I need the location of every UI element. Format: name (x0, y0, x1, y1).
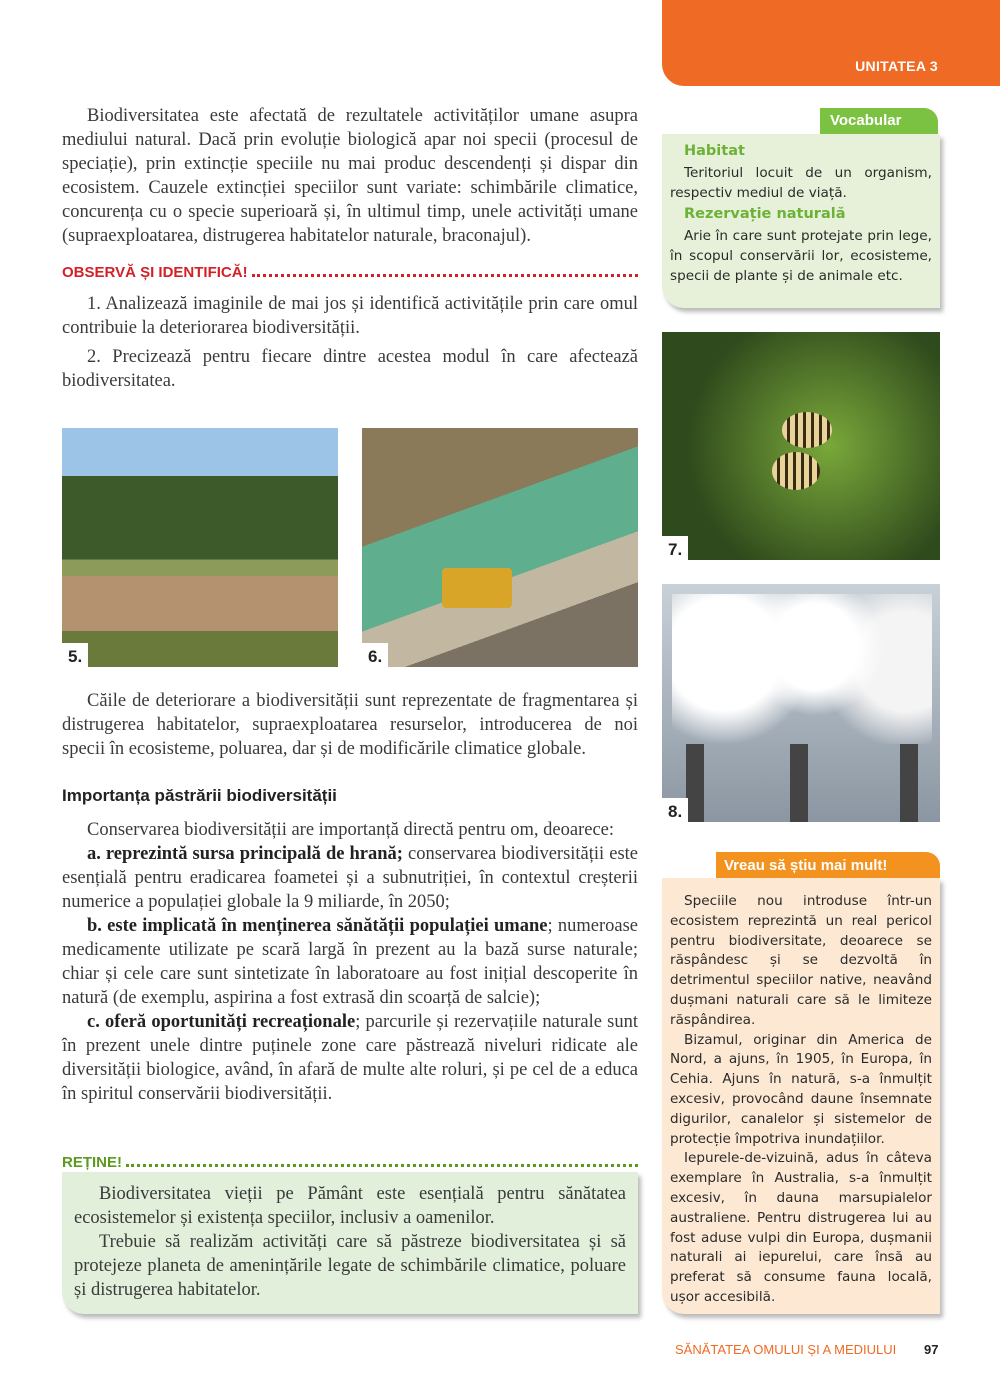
unit-label: UNITATEA 3 (855, 58, 938, 74)
intro-paragraph: Biodiversitatea este afectată de rezultatele activităților umane asupra mediului natural. Dacă prin evoluție biologică apar noi specii (procesul de speciație), prin extincție speciile nu mai produc descendenți și dispar din ecosistem. Cauzele extincției speciilor sunt variate: schimbările climatice, concurența cu o specie superioară și, în ultimul timp, unele activități umane (supraexploatarea, distrugerea habitatelor naturale, braconajul). (62, 106, 638, 246)
vocabulary-title: Vocabular (820, 108, 938, 134)
unit-tab (662, 0, 1000, 86)
dotted-rule (126, 1164, 638, 1167)
photo-colorado-beetles (662, 332, 940, 560)
vocab-definition: Teritoriul locuit de un organism, respectiv mediul de viață. (670, 164, 932, 201)
observa-item: 1. Analizează imaginile de mai jos și identifică activitățile prin care omul contribuie la deteriorarea biodiversității. (62, 294, 638, 338)
point-a-text: conservarea biodiversității este esențială pentru eradicarea foametei și a subnutriției, în contextul creșterii numerice a populației globale la 9 miliarde, în 2050; (62, 844, 638, 912)
figure-number: 8. (662, 798, 688, 822)
point-c-text: ; parcurile și rezervațiile naturale sunt în prezent unele dintre puținele zone care păstrează niveluri ridicate ale diversității biologice, având, în afară de multe alte roluri, și pe cel de a educa în spiritul conservării biodiversității. (62, 1012, 638, 1104)
footer-section: SĂNĂTATEA OMULUI ȘI A MEDIULUI (675, 1342, 897, 1357)
vocab-definition: Arie în care sunt protejate prin lege, în scopul conservării lor, ecosisteme, specii de plante și de animale etc. (670, 228, 932, 284)
chimney (790, 744, 808, 822)
retine-paragraph: Biodiversitatea vieții pe Pământ este esențială pentru sănătatea ecosistemelor și existența speciilor, inclusiv a oamenilor. (74, 1184, 626, 1228)
section-heading: Importanța păstrării biodiversității (62, 786, 337, 805)
retine-title: REȚINE! (62, 1154, 122, 1171)
point-b-bold: b. este implicată în menținerea sănătății populației umane (87, 916, 548, 936)
more-paragraph: Bizamul, originar din America de Nord, a ajuns, în 1905, în Europa, în Cehia. Ajuns în natură, s-a înmulțit excesiv, provocând daune însemnate digurilor, canalelor și sistemelor de protecție împotriva inundațiilor. (670, 1031, 932, 1147)
beetle-shape (772, 452, 820, 490)
photo-mining (362, 428, 638, 667)
photo-deforestation (62, 428, 338, 667)
observa-title: OBSERVĂ ȘI IDENTIFICĂ! (62, 264, 248, 281)
point-a-bold: a. reprezintă sursa principală de hrană; (87, 844, 403, 864)
intro-text (62, 104, 638, 248)
dotted-rule (252, 274, 638, 277)
point-c-bold: c. oferă oportunități recreaționale (87, 1012, 356, 1032)
figure-number: 7. (662, 536, 688, 560)
chimney (900, 744, 918, 822)
figure-number: 5. (62, 643, 88, 667)
vocabulary-box (662, 134, 940, 308)
cai-text (62, 689, 638, 761)
figure-number: 6. (362, 643, 388, 667)
more-info-box (662, 878, 940, 1314)
observa-items (62, 292, 638, 393)
smoke-shape (672, 594, 932, 744)
more-paragraph: Iepurele-de-vizuină, adus în câteva exemplare în Australia, s-a înmulțit excesiv, în dauna marsupialelor australiene. Pentru distrugerea lui au fost aduse vulpi din Europa, dușmanii naturali ai iepurelui, care însă au preferat să consume fauna locală, ușor accesibilă. (670, 1150, 932, 1305)
observa-item: 2. Precizează pentru fiecare dintre acestea modul în care afectează biodiversitatea. (62, 347, 638, 391)
page-number: 97 (924, 1342, 939, 1357)
retine-paragraph: Trebuie să realizăm activități care să păstreze biodiversitatea și să protejeze planeta de amenințările legate de schimbările climatice, poluare și distrugerea habitatelor. (74, 1232, 626, 1300)
beetle-shape (782, 412, 832, 448)
importanta-text (62, 818, 638, 1106)
truck-shape (442, 568, 512, 608)
point-b-text: ; numeroase medicamente utilizate pe scară largă în prezent au la bază surse naturale; chiar și cele care sunt sintetizate în laboratoare au fost inițial descoperite în natură (de exemplu, aspirina a fost extrasă din scoarță de salcie); (62, 916, 638, 1008)
chimney (686, 744, 704, 822)
more-info-title: Vreau să știu mai mult! (716, 852, 940, 879)
retine-box (62, 1172, 638, 1314)
observa-heading (62, 264, 638, 281)
vocab-term: Habitat (684, 143, 745, 159)
importanta-lead: Conservarea biodiversității are importanță directă pentru om, deoarece: (87, 820, 615, 840)
photo-smokestacks (662, 584, 940, 822)
retine-heading (62, 1154, 638, 1171)
more-paragraph: Speciile nou introduse într-un ecosistem reprezintă un real pericol pentru biodiversitate, deoarece se răspândesc și se dezvoltă în detrimentul speciilor native, neavând dușmani naturali care să le limiteze răspândirea. (670, 893, 932, 1028)
vocab-term: Rezervație naturală (684, 206, 846, 223)
cai-paragraph: Căile de deteriorare a biodiversității sunt reprezentate de fragmentarea și distrugerea habitatelor, supraexploatarea resurselor, introducerea de noi specii în ecosisteme, poluarea, dar și de modificările climatice globale. (62, 691, 638, 759)
